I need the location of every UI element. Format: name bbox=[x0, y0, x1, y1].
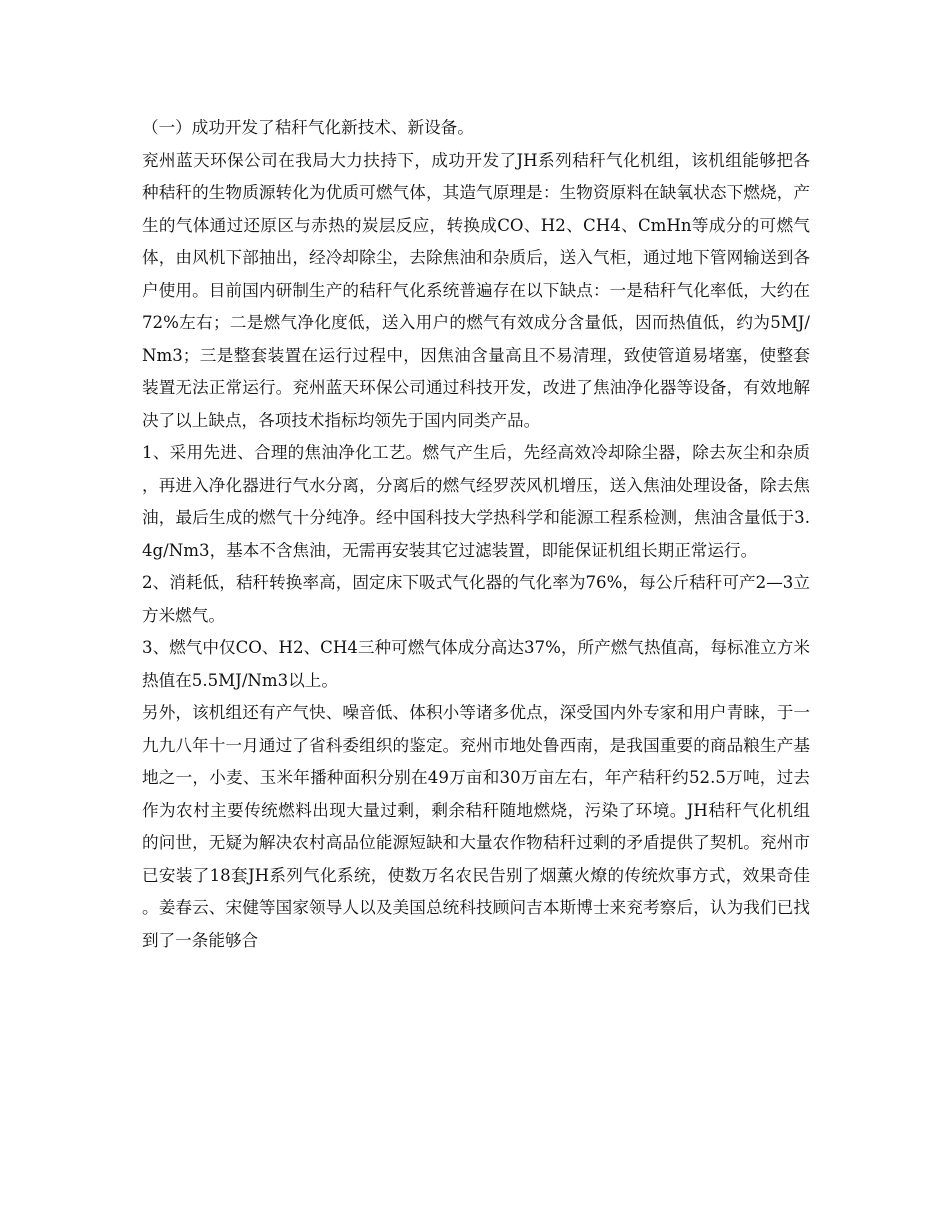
point-2-paragraph: 2、消耗低，秸秆转换率高，固定床下吸式气化器的气化率为76%，每公斤秸秆可产2—3立方米燃气。 bbox=[142, 573, 810, 625]
point-3-paragraph: 3、燃气中仅CO、H2、CH4三种可燃气体成分高达37%，所产燃气热值高，每标准立方米热值在5.5MJ/Nm3以上。 bbox=[142, 638, 810, 690]
document-body bbox=[142, 112, 810, 957]
section-heading: （一）成功开发了秸秆气化新技术、新设备。 bbox=[142, 118, 474, 137]
point-1-paragraph: 1、采用先进、合理的焦油净化工艺。燃气产生后，先经高效冷却除尘器，除去灰尘和杂质，再进入净化器进行气水分离，分离后的燃气经罗茨风机增压，送入焦油处理设备，除去焦油，最后生成的燃气十分纯净。经中国科技大学热科学和能源工程系检测，焦油含量低于3.4g/Nm3，基本不含焦油，无需再安装其它过滤装置，即能保证机组长期正常运行。 bbox=[142, 443, 810, 560]
intro-paragraph: 兖州蓝天环保公司在我局大力扶持下，成功开发了JH系列秸秆气化机组，该机组能够把各种秸秆的生物质源转化为优质可燃气体，其造气原理是：生物资原料在缺氧状态下燃烧，产生的气体通过还原区与赤热的炭层反应，转换成CO、H2、CH4、CmHn等成分的可燃气体，由风机下部抽出，经冷却除尘，去除焦油和杂质后，送入气柜，通过地下管网输送到各户使用。目前国内研制生产的秸秆气化系统普遍存在以下缺点：一是秸秆气化率低，大约在72%左右；二是燃气净化度低，送入用户的燃气有效成分含量低，因而热值低，约为5MJ/Nm3；三是整套装置在运行过程中，因焦油含量高且不易清理，致使管道易堵塞，使整套装置无法正常运行。兖州蓝天环保公司通过科技开发，改进了焦油净化器等设备，有效地解决了以上缺点，各项技术指标均领先于国内同类产品。 bbox=[142, 150, 810, 430]
closing-paragraph: 另外，该机组还有产气快、噪音低、体积小等诸多优点，深受国内外专家和用户青睐，于一九九八年十一月通过了省科委组织的鉴定。兖州市地处鲁西南，是我国重要的商品粮生产基地之一，小麦、玉米年播种面积分别在49万亩和30万亩左右，年产秸秆约52.5万吨，过去作为农村主要传统燃料出现大量过剩，剩余秸秆随地燃烧，污染了环境。JH秸秆气化机组的问世，无疑为解决农村高品位能源短缺和大量农作物秸秆过剩的矛盾提供了契机。兖州市已安装了18套JH系列气化系统，使数万名农民告别了烟薰火燎的传统炊事方式，效果奇佳。姜春云、宋健等国家领导人以及美国总统科技顾问吉本斯博士来兖考察后，认为我们已找到了一条能够合 bbox=[142, 703, 810, 950]
